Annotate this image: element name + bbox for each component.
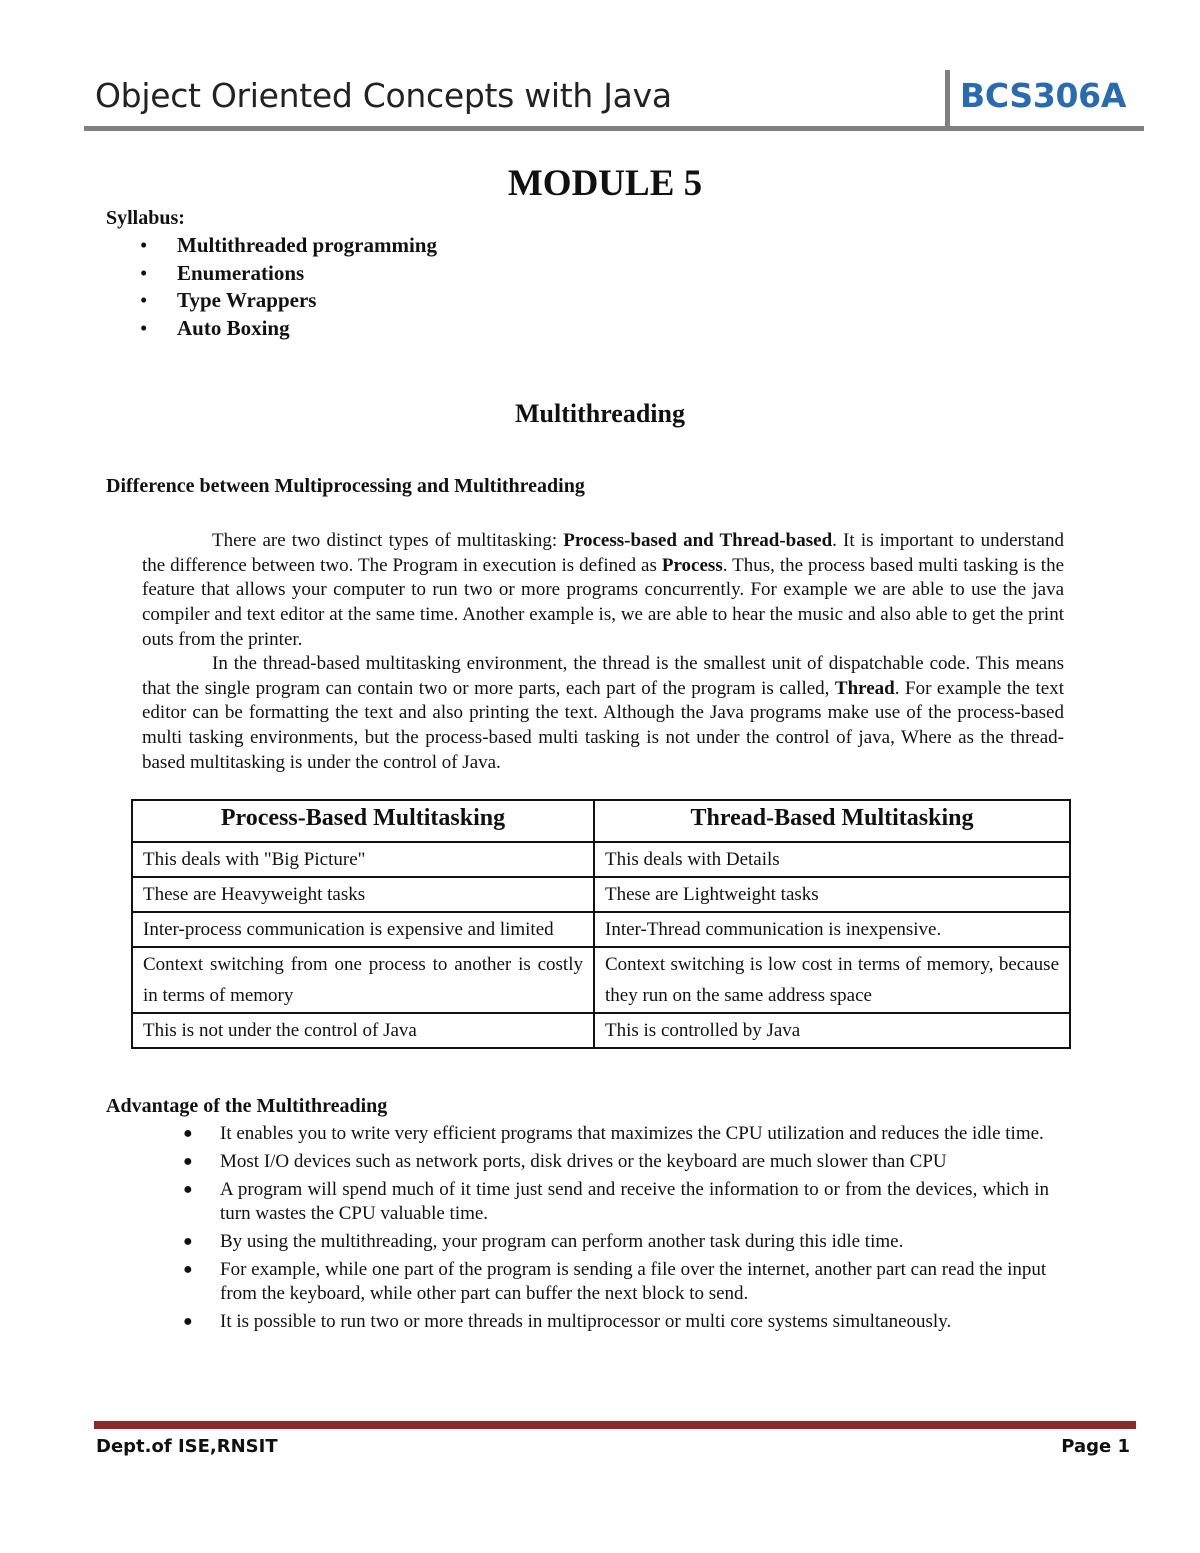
- table-row: [132, 1013, 1070, 1048]
- bullet-icon: •: [140, 260, 148, 285]
- para-text: . It is important to understand the difference between two. The Program in execution is defined as: [142, 530, 1064, 576]
- table-cell: Context switching is low cost in terms of memory, because they run on the same address space: [594, 947, 1070, 1013]
- syllabus-item-label: Multithreaded programming: [177, 233, 437, 257]
- table-row: [132, 877, 1070, 912]
- table-cell: Inter-Thread communication is inexpensive.: [594, 912, 1070, 947]
- advantages-heading: Advantage of the Multithreading: [106, 1095, 388, 1117]
- table-row: [132, 842, 1070, 877]
- table-header-cell: Thread-Based Multitasking: [594, 800, 1070, 842]
- list-item: [183, 1230, 1049, 1254]
- advantages-list: [183, 1122, 1049, 1338]
- syllabus-item: [140, 315, 437, 343]
- footer-department: Dept.of ISE,RNSIT: [96, 1436, 278, 1457]
- list-item: [183, 1122, 1049, 1146]
- module-title: MODULE 5: [507, 163, 703, 204]
- bullet-icon: ●: [183, 1233, 193, 1250]
- para-text: There are two distinct types of multitasking:: [212, 530, 564, 551]
- syllabus-item: [140, 287, 437, 315]
- page-number: Page 1: [1061, 1436, 1130, 1457]
- para-text: . For example the text editor can be formatting the text and also printing the text. Although the Java programs make use of the process-based multi tasking environments, but the process-based multi tasking is not under the control of java, Where as the thread-based multitasking is under the control of Java.: [142, 677, 1064, 773]
- para-text: . Thus, the process based multi tasking is the feature that allows your computer to run two or more programs concurrently. For example we are able to use the java compiler and text editor at the same time. Another example is, we are able to hear the music and also able to get the print outs from the printer.: [142, 554, 1064, 650]
- syllabus-item: [140, 260, 437, 288]
- syllabus-list: [140, 232, 437, 342]
- table-cell: These are Heavyweight tasks: [132, 877, 594, 912]
- table-header-row: [132, 800, 1070, 842]
- list-item: [183, 1310, 1049, 1334]
- list-item: [183, 1258, 1049, 1306]
- bullet-icon: ●: [183, 1181, 193, 1198]
- syllabus-item: [140, 232, 437, 260]
- syllabus-item-label: Auto Boxing: [177, 315, 290, 340]
- course-code: BCS306A: [960, 76, 1127, 115]
- section-heading: Multithreading: [515, 399, 685, 428]
- table-cell: These are Lightweight tasks: [594, 877, 1070, 912]
- para-bold: Thread: [834, 677, 895, 699]
- table-cell: Inter-process communication is expensive and limited: [132, 912, 594, 947]
- bullet-icon: ●: [183, 1153, 193, 1170]
- bullet-icon: •: [140, 288, 148, 312]
- subheading: Difference between Multiprocessing and Multithreading: [106, 475, 585, 497]
- header-separator: [945, 70, 950, 128]
- bullet-icon: ●: [183, 1125, 193, 1142]
- table-row: [132, 947, 1070, 1013]
- course-title: Object Oriented Concepts with Java: [95, 76, 672, 115]
- list-item-text: It is possible to run two or more threads in multiprocessor or multi core systems simultaneously.: [220, 1311, 952, 1332]
- table-cell: This deals with Details: [594, 842, 1070, 877]
- list-item-text: A program will spend much of it time just send and receive the information to or from the devices, which in turn wastes the CPU valuable time.: [220, 1179, 1049, 1224]
- syllabus-label: Syllabus:: [106, 207, 185, 229]
- bullet-icon: •: [140, 315, 148, 340]
- list-item-text: It enables you to write very efficient programs that maximizes the CPU utilization and reduces the idle time.: [220, 1123, 1044, 1144]
- list-item: [183, 1178, 1049, 1226]
- list-item-text: Most I/O devices such as network ports, disk drives or the keyboard are much slower than CPU: [220, 1151, 947, 1172]
- para-text: In the thread-based multitasking environment, the thread is the smallest unit of dispatchable code. This means that the single program can contain two or more parts, each part of the program is called,: [142, 653, 1064, 699]
- table-cell: This deals with "Big Picture": [132, 842, 594, 877]
- para-bold: Process-based and Thread-based: [563, 530, 833, 551]
- list-item-text: By using the multithreading, your program can perform another task during this idle time.: [220, 1231, 904, 1252]
- table-row: [132, 912, 1070, 947]
- paragraph-thread-based: [142, 652, 1064, 776]
- syllabus-item-label: Type Wrappers: [177, 288, 317, 312]
- bullet-icon: •: [140, 233, 148, 257]
- header-rule: [84, 126, 1144, 131]
- footer-rule: [94, 1421, 1136, 1429]
- comparison-table: [131, 799, 1071, 1049]
- bullet-icon: ●: [183, 1261, 193, 1278]
- bullet-icon: ●: [183, 1313, 193, 1330]
- table-cell: Context switching from one process to another is costly in terms of memory: [132, 947, 594, 1013]
- syllabus-item-label: Enumerations: [177, 260, 305, 285]
- table-cell: This is not under the control of Java: [132, 1013, 594, 1048]
- list-item-text: For example, while one part of the program is sending a file over the internet, another part can read the input from the keyboard, while other part can buffer the next block to send.: [220, 1259, 1047, 1304]
- table-header-cell: Process-Based Multitasking: [132, 800, 594, 842]
- paragraph-multitasking-types: [142, 529, 1064, 653]
- list-item: [183, 1150, 1049, 1174]
- table-cell: This is controlled by Java: [594, 1013, 1070, 1048]
- para-bold: Process: [661, 554, 723, 576]
